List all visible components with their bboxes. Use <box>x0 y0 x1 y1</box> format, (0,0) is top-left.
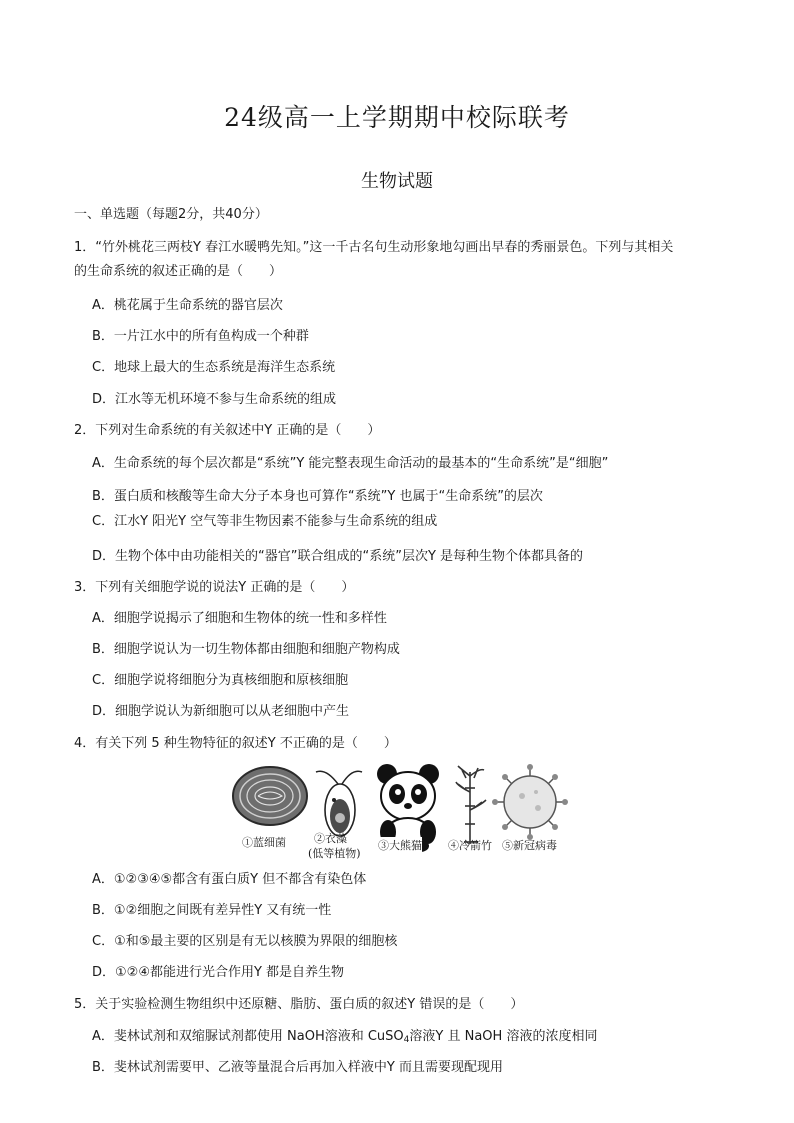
q3-option-d: D．细胞学说认为新细胞可以从老细胞中产生 <box>92 704 350 719</box>
q3-option-a: A．细胞学说揭示了细胞和生物体的统一性和多样性 <box>92 611 387 626</box>
q1-stem-line2: 的生命系统的叙述正确的是（ ） <box>74 264 283 279</box>
q4-option-d: D．①②④都能进行光合作用Y 都是自养生物 <box>92 965 345 980</box>
q4-option-a: A．①②③④⑤都含有蛋白质Y 但不都含有染色体 <box>92 872 367 887</box>
section-heading: 一、单选题（每题2分，共40分） <box>74 207 268 222</box>
q2-option-c: C．江水Y 阳光Y 空气等非生物因素不能参与生命系统的组成 <box>92 514 438 529</box>
coronavirus-drawing <box>492 764 568 840</box>
q3-option-b: B．细胞学说认为一切生物体都由细胞和细胞产物构成 <box>92 642 400 657</box>
q5-option-a-subscript: 4 <box>403 1035 410 1045</box>
organisms-figure <box>230 762 568 858</box>
q1-option-b: B．一片江水中的所有鱼构成一个种群 <box>92 329 309 344</box>
caption-bamboo: ④冷箭竹 <box>448 839 492 852</box>
page-title: 24级高一上学期期中校际联考 <box>224 103 570 132</box>
q5-option-a-text1: A．斐林试剂和双缩脲试剂都使用 NaOH溶液和 CuSO <box>92 1029 404 1044</box>
caption-virus: ⑤新冠病毒 <box>502 839 557 852</box>
q1-option-d: D．江水等无机环境不参与生命系统的组成 <box>92 392 337 407</box>
caption-cyanobacteria: ①蓝细菌 <box>242 836 286 849</box>
q4-option-c: C．①和⑤最主要的区别是有无以核膜为界限的细胞核 <box>92 934 398 949</box>
page-subtitle: 生物试题 <box>361 171 433 192</box>
q2-option-b: B．蛋白质和核酸等生命大分子本身也可算作“系统”Y 也属于“生命系统”的层次 <box>92 489 543 504</box>
q1-option-c: C．地球上最大的生态系统是海洋生态系统 <box>92 360 336 375</box>
caption-chlamydomonas-note: (低等植物) <box>308 847 361 860</box>
bamboo-drawing <box>456 766 486 844</box>
q1-stem-line1: 1．“竹外桃花三两枝Y 春江水暖鸭先知。”这一千古名句生动形象地勾画出早春的秀丽景色。下列与其相关 <box>74 240 674 255</box>
q1-option-a: A．桃花属于生命系统的器官层次 <box>92 298 283 313</box>
cyanobacteria-drawing <box>233 767 307 825</box>
q4-stem: 4．有关下列 5 种生物特征的叙述Y 不正确的是（ ） <box>74 736 397 751</box>
q2-option-a: A．生命系统的每个层次都是“系统”Y 能完整表现生命活动的最基本的“生命系统”是“细胞” <box>92 456 609 471</box>
caption-panda: ③大熊猫 <box>378 839 422 852</box>
q3-option-c: C．细胞学说将细胞分为真核细胞和原核细胞 <box>92 673 349 688</box>
q2-option-d: D．生物个体中由功能相关的“器官”联合组成的“系统”层次Y 是每种生物个体都具备的 <box>92 549 584 564</box>
q5-option-a <box>92 1028 597 1049</box>
chlamydomonas-drawing <box>316 771 362 836</box>
caption-chlamydomonas: ②衣藻 <box>314 832 347 845</box>
q5-option-b: B．斐林试剂需要甲、乙液等量混合后再加入样液中Y 而且需要现配现用 <box>92 1060 503 1075</box>
q2-stem: 2．下列对生命系统的有关叙述中Y 正确的是（ ） <box>74 423 381 438</box>
q3-stem: 3．下列有关细胞学说的说法Y 正确的是（ ） <box>74 580 355 595</box>
q5-option-a-text2: 溶液Y 且 NaOH 溶液的浓度相同 <box>409 1029 598 1044</box>
q5-stem: 5．关于实验检测生物组织中还原糖、脂肪、蛋白质的叙述Y 错误的是（ ） <box>74 997 524 1012</box>
q4-option-b: B．①②细胞之间既有差异性Y 又有统一性 <box>92 903 332 918</box>
